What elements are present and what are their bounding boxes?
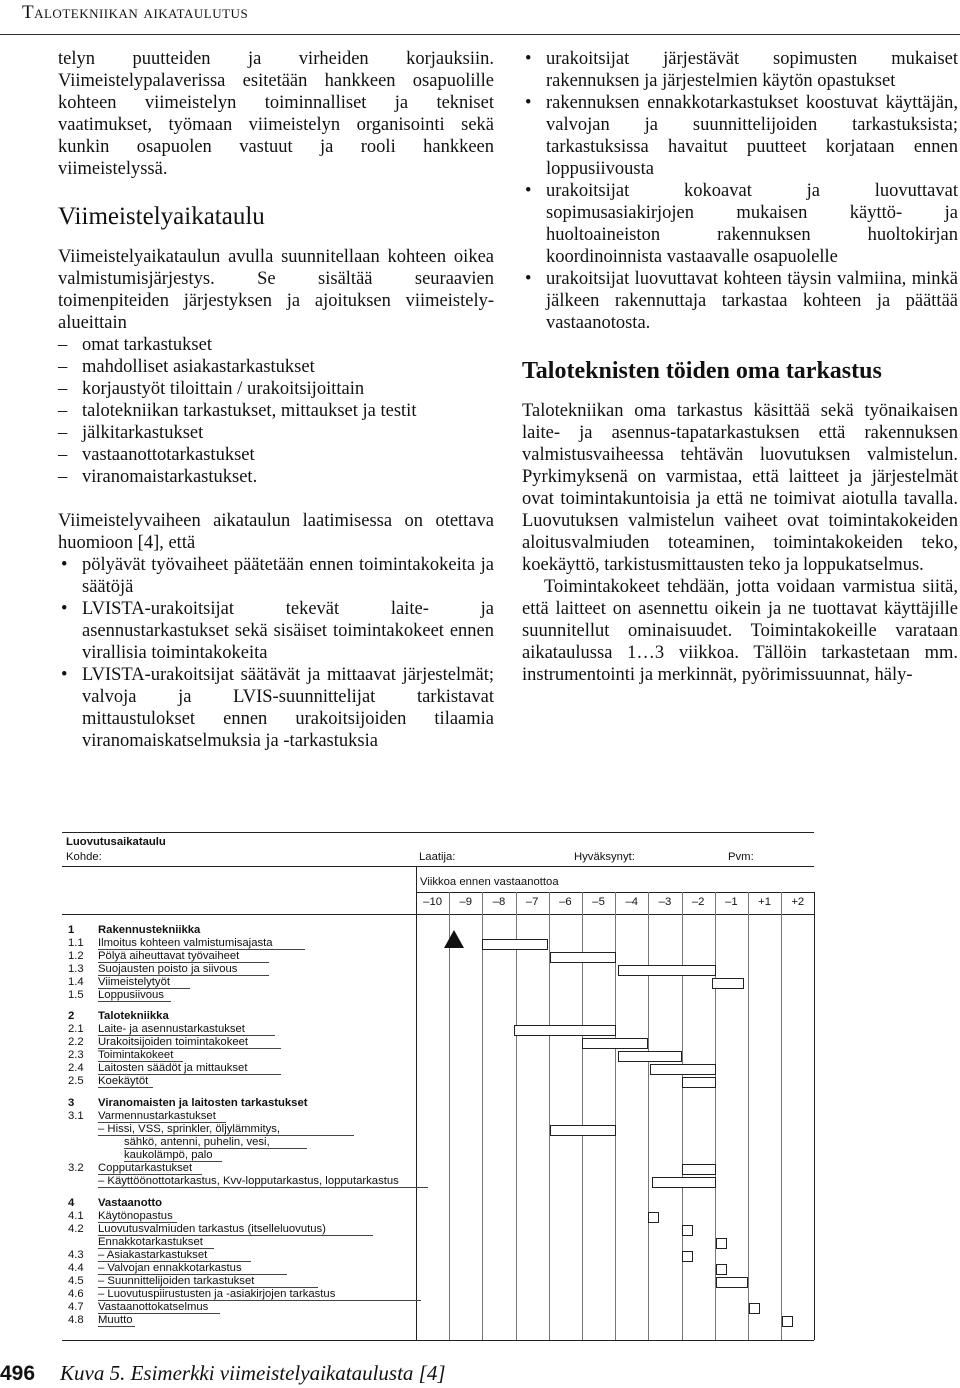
row-number: 2.4 [68,1062,84,1074]
section-heading-oma-tarkastus: Taloteknisten töiden oma tarkastus [522,358,882,384]
list-item: – jälkitarkastukset [58,422,494,444]
row-number: 3.1 [68,1110,84,1122]
list-item: – korjaustyöt tiloittain / urakoitsijoittain [58,378,494,400]
list-item: – mahdolliset asiakastarkastukset [58,356,494,378]
right-paragraph-1: Talotekniikan oma tarkastus käsittää sekä työnaikaisen laite- ja asennus-tapatarkastuksen että rakennuksen valmistusvaiheessa tehtävän luovutuksen valmistelun. Pyrkimyksenä on varmistaa, että laitteet ja järjestelmät ovat toimintakuntoisia ja että ne toimivat aiotulla tavalla. Luovutuksen valmistelun vaiheet ovat toimintakokeiden aloitusvalmiuden toteaminen, toimintakokeiden teko, koekäyttö, tarkistusmittausten teko ja loppukatselmus. [522,401,958,575]
row-number: 1.4 [68,976,84,988]
week-label: –1 [725,896,738,908]
laatija-label: Laatija: [419,851,456,863]
gantt-bar [716,1277,748,1288]
grid-line [482,892,483,1340]
dash-list [58,334,494,488]
week-label: –2 [691,896,705,908]
page-number: 496 [0,1362,36,1385]
row-label: sähkö, antenni, puhelin, vesi, [124,1136,270,1148]
gantt-bar [712,978,744,989]
row-number: 2.5 [68,1075,84,1087]
row-number: 2.3 [68,1049,84,1061]
row-number: 3 [68,1097,75,1109]
week-label: –5 [592,896,605,908]
gantt-bar [652,1177,716,1188]
row-label: – Valvojan ennakkotarkastus [98,1262,242,1274]
row-label: Toimintakokeet [98,1049,174,1061]
week-label: +1 [758,896,772,908]
grid-line [449,892,450,1340]
grid-line [748,892,749,1340]
grid-line [648,892,649,1340]
gantt-bar [682,1077,716,1088]
list-item: • urakoitsijat luovuttavat kohteen täysin valmiina, minkä jälkeen rakennuttaja tarkastaa kohteen ja päättää vastaanotosta. [522,268,958,334]
week-label: –6 [559,896,572,908]
schedule-title: Luovutusaikataulu [66,836,166,848]
gantt-bar [650,1064,716,1075]
list-item: – omat tarkastukset [58,334,494,356]
row-label: Muutto [98,1314,133,1326]
row-label: Laitosten säädöt ja mittaukset [98,1062,248,1074]
left-paragraph-1: telyn puutteiden ja virheiden korjauksiin. Viimeistelypalaverissa esitetään hankkeen osapuolille kohteen viimeistelyn toiminnalliset ja tekniset vaatimukset, työmaan viimeistelyn organisointi sekä kunkin osapuolen vastuut ja rooli hankkeen viimeistelyssä. [58,49,494,179]
row-number: 4.8 [68,1314,84,1326]
weeks-header: Viikkoa ennen vastaanottoa [420,876,559,888]
left-column [58,48,494,752]
row-label: Rakennustekniikka [98,924,201,936]
list-item: • LVISTA-urakoitsijat säätävät ja mittaavat järjestelmät; valvoja ja LVIS-suunnittelijat tarkistavat mittaustulokset ennen urakoitsijoiden tilaamia viranomaiskatselmuksia ja -tarkastuksia [58,664,494,752]
row-number: 2.1 [68,1023,84,1035]
list-item: – viranomaistarkastukset. [58,466,494,488]
row-label: Urakoitsijoiden toimintakokeet [98,1036,249,1048]
bullet-list-left [58,554,494,752]
figure-caption: Kuva 5. Esimerkki viimeistelyaikataulusta [4] [60,1361,446,1385]
list-item: – talotekniikan tarkastukset, mittaukset ja testit [58,400,494,422]
gantt-bar [618,965,716,976]
schedule-figure [62,832,814,1340]
row-number: 2 [68,1010,75,1022]
row-label: Viranomaisten ja laitosten tarkastukset [98,1097,308,1109]
week-label: –9 [459,896,473,908]
row-number: 4.7 [68,1301,84,1313]
gantt-bar [550,1125,616,1136]
gantt-bar [749,1303,760,1314]
row-number: 4.6 [68,1288,84,1300]
row-label: Loppusiivous [98,989,164,1001]
row-label: Copputarkastukset [98,1162,193,1174]
gantt-bar [550,952,616,963]
row-number: 4.5 [68,1275,84,1287]
row-label: – Suunnittelijoiden tarkastukset [98,1275,255,1287]
grid-line [781,892,782,1340]
row-label: Vastaanotto [98,1197,163,1209]
week-label: +2 [791,896,805,908]
left-paragraph-2: Viimeistelyaikataulun avulla suunnitellaan kohteen oikea valmistumisjärjestys. Se sisältää seuraavien toimenpiteiden järjestyksen ja ajoituksen viimeistely-alueittain [58,247,494,333]
row-label: Viimeistelytyöt [98,976,170,988]
gantt-bar [618,1051,682,1062]
pvm-label: Pvm: [728,851,754,863]
row-number: 1.2 [68,950,84,962]
running-head: Talotekniikan aikataulutus [22,2,249,23]
row-number: 1.5 [68,989,84,1001]
gantt-bar [716,1238,727,1249]
row-number: 1.3 [68,963,84,975]
gantt-bar [514,1025,616,1036]
list-item: • pölyävät työvaiheet päätetään ennen toimintakokeita ja säätöjä [58,554,494,598]
grid-line [516,892,517,1340]
row-number: 4.2 [68,1223,84,1235]
row-number: 2.2 [68,1036,84,1048]
grid-line [416,866,417,1340]
right-column [522,48,958,686]
list-item: • rakennuksen ennakkotarkastukset koostuvat käyttäjän, valvojan ja suunnittelijoiden tarkastuksista; tarkastuksissa havaitut puutteet korjataan ennen loppusiivousta [522,92,958,180]
row-label: – Asiakastarkastukset [98,1249,208,1261]
row-number: 4.3 [68,1249,84,1261]
grid-line [682,892,683,1340]
row-label: Luovutusvalmiuden tarkastus (itselleluovutus) [98,1223,326,1235]
list-item: • LVISTA-urakoitsijat tekevät laite- ja asennustarkastukset sekä sisäiset toimintakokeet ennen virallisia toimintakokeita [58,598,494,664]
row-label: Talotekniikka [98,1010,169,1022]
week-label: –4 [625,896,639,908]
left-paragraph-3: Viimeistelyvaiheen aikataulun laatimisessa on otettava huomioon [4], että [58,511,494,553]
gantt-bar [648,1212,659,1223]
gantt-bar [482,939,548,950]
row-number: 4.1 [68,1210,84,1222]
row-label: Suojausten poisto ja siivous [98,963,238,975]
week-label: –8 [492,896,506,908]
grid-line [814,892,815,1340]
row-label: – Käyttöönottotarkastus, Kvv-lopputarkastus, lopputarkastus [98,1175,399,1187]
gantt-bar [716,1264,727,1275]
list-item: – vastaanottotarkastukset [58,444,494,466]
list-item: • urakoitsijat kokoavat ja luovuttavat sopimusasiakirjojen mukaisen käyttö- ja huoltoaineiston rakennuksen huoltokirjan koordinoinnista vastaavalle osapuolelle [522,180,958,268]
week-label: –7 [525,896,539,908]
gantt-bar [682,1164,716,1175]
row-label: – Luovutuspiirustusten ja -asiakirjojen tarkastus [98,1288,336,1300]
row-number: 4.4 [68,1262,84,1274]
row-number: 4 [68,1197,75,1209]
hyvaksynyt-label: Hyväksynyt: [574,851,635,863]
row-label: Käytönopastus [98,1210,173,1222]
row-label: Koekäytöt [98,1075,149,1087]
gantt-bar [682,1251,693,1262]
row-label: kaukolämpö, palo [124,1149,213,1161]
gantt-bar [682,1225,693,1236]
row-label: Pölyä aiheuttavat työvaiheet [98,950,240,962]
row-label: Varmennustarkastukset [98,1110,216,1122]
gantt-bar [782,1316,793,1327]
row-label: Laite- ja asennustarkastukset [98,1023,245,1035]
milestone-marker [444,930,464,948]
row-number: 1.1 [68,937,84,949]
section-heading-viimeistelyaikataulu: Viimeistelyaikataulu [58,203,265,230]
gantt-bar [582,1038,648,1049]
row-number: 1 [68,924,75,936]
bullet-list-right [522,48,958,334]
row-label: – Hissi, VSS, sprinkler, öljylämmitys, [98,1123,281,1135]
row-label: Vastaanottokatselmus [98,1301,209,1313]
week-label: –10 [423,896,443,908]
week-label: –3 [658,896,672,908]
row-label: Ilmoitus kohteen valmistumisajasta [98,937,273,949]
header-rule [0,34,960,35]
kohde-label: Kohde: [66,851,102,863]
right-paragraph-2: Toimintakokeet tehdään, jotta voidaan varmistua siitä, että laitteet on asennettu oikein ja ne tuottavat käyttäjille suunnitellut ominaisuudet. Toimintakokeille varataan aikataulussa 1…3 viikkoa. Tällöin tarkastetaan mm. instrumentointi ja merkinnät, pyörimissuunnat, häly- [522,577,958,685]
row-label: Ennakkotarkastukset [98,1236,203,1248]
list-item: • urakoitsijat järjestävät sopimusten mukaiset rakennuksen ja järjestelmien käytön opastukset [522,48,958,92]
row-number: 3.2 [68,1162,84,1174]
